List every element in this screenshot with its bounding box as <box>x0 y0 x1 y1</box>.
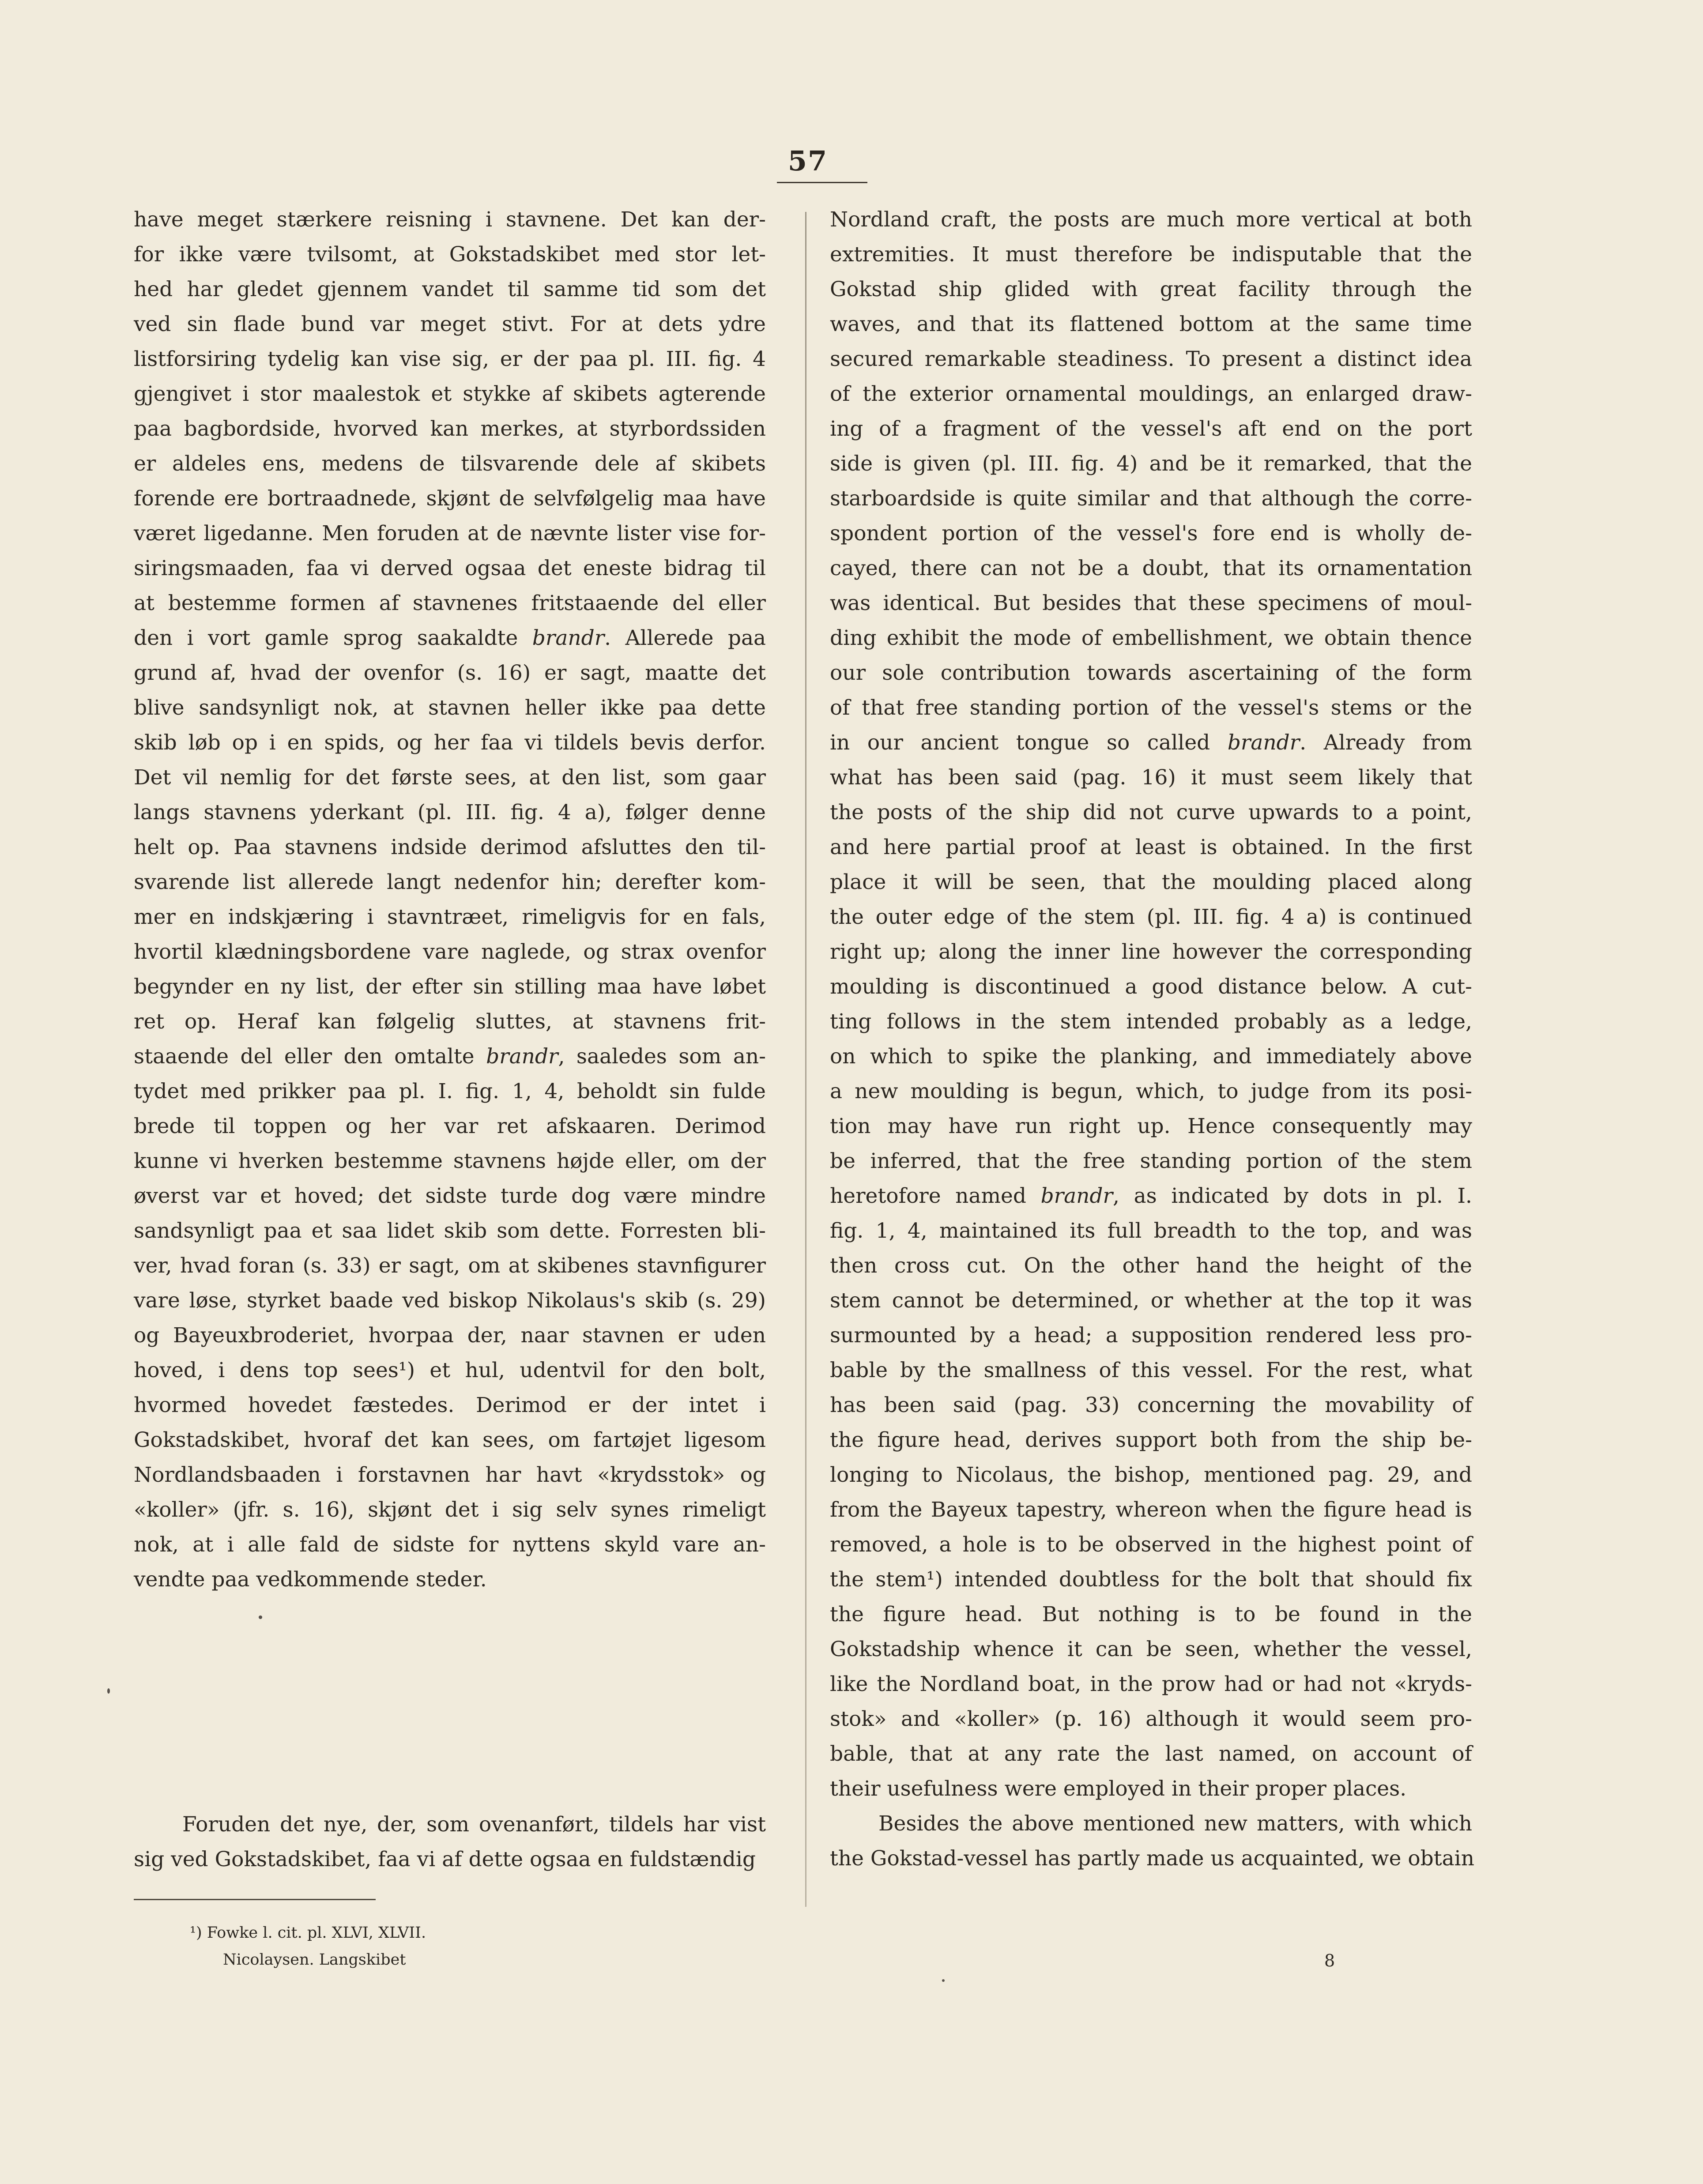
footnote-rule <box>134 1899 376 1900</box>
text-line: stem cannot be determined, or whether at the top it was <box>830 1288 1472 1313</box>
text-line: siringsmaaden, faa vi derved ogsaa det eneste bidrag til <box>134 556 766 580</box>
text-line: gjengivet i stor maalestok et stykke af skibets agterende <box>134 382 766 406</box>
text-line: Gokstad ship glided with great facility through the <box>830 277 1472 301</box>
page-number-rule <box>777 182 867 183</box>
text-line: bable, that at any rate the last named, on account of <box>830 1742 1472 1766</box>
text-line: paa bagbordside, hvorved kan merkes, at styrbordssiden <box>134 417 766 441</box>
text-line: brede til toppen og her var ret afskaaren. Derimod <box>134 1114 766 1138</box>
text-line: hvortil klædningsbordene vare naglede, og strax ovenfor <box>134 940 766 964</box>
text-line: our sole contribution towards ascertaining of the form <box>830 661 1472 685</box>
signature-line: Nicolaysen. Langskibet <box>223 1951 406 1969</box>
text-line: helt op. Paa stavnens indside derimod afsluttes den til- <box>134 835 766 859</box>
text-line: have meget stærkere reisning i stavnene. Det kan der- <box>134 207 766 232</box>
text-line: was identical. But besides that these specimens of moul- <box>830 591 1472 615</box>
text-line: cayed, there can not be a doubt, that its ornamentation <box>830 556 1472 580</box>
text-line: fig. 1, 4, maintained its full breadth to the top, and was <box>830 1219 1472 1243</box>
text-line: ing of a fragment of the vessel's aft end on the port <box>830 417 1472 441</box>
text-line: for ikke være tvilsomt, at Gokstadskibet med stor let- <box>134 242 766 267</box>
text-line: vendte paa vedkommende steder. <box>134 1567 487 1592</box>
text-line: blive sandsynligt nok, at stavnen heller ikke paa dette <box>134 696 766 720</box>
text-line: ret op. Heraf kan følgelig sluttes, at stavnens frit- <box>134 1009 766 1034</box>
text-line: sandsynligt paa et saa lidet skib som dette. Forresten bli- <box>134 1219 766 1243</box>
right-paragraph-2 <box>830 1806 1472 1876</box>
text-line: stok» and «koller» (p. 16) although it would seem pro- <box>830 1707 1472 1731</box>
text-line: side is given (pl. III. fig. 4) and be it remarked, that the <box>830 452 1472 476</box>
text-line: og Bayeuxbroderiet, hvorpaa der, naar stavnen er uden <box>134 1323 766 1348</box>
text-line: Nordlandsbaaden i forstavnen har havt «krydsstok» og <box>134 1463 766 1487</box>
text-line: er aldeles ens, medens de tilsvarende dele af skibets <box>134 452 766 476</box>
text-line: begynder en ny list, der efter sin stilling maa have løbet <box>134 975 766 999</box>
text-line: of the exterior ornamental mouldings, an enlarged draw- <box>830 382 1472 406</box>
text-line: ved sin flade bund var meget stivt. For at dets ydre <box>134 312 766 336</box>
text-line: skib løb op i en spids, og her faa vi tildels bevis derfor. <box>134 731 766 755</box>
text-line: den i vort gamle sprog saakaldte brandr. Allerede paa <box>134 626 766 650</box>
text-line: sig ved Gokstadskibet, faa vi af dette ogsaa en fuldstændig <box>134 1847 756 1871</box>
text-line: Nordland craft, the posts are much more vertical at both <box>830 207 1472 232</box>
text-line: of that free standing portion of the vessel's stems or the <box>830 696 1472 720</box>
text-line: right up; along the inner line however the corresponding <box>830 940 1472 964</box>
footnote: ¹) Fowke l. cit. pl. XLVI, XLVII. <box>190 1924 426 1942</box>
text-line: Foruden det nye, der, som ovenanført, tildels har vist <box>182 1812 766 1837</box>
text-line: the figure head, derives support both from the ship be- <box>830 1428 1472 1452</box>
text-line: tydet med prikker paa pl. I. fig. 1, 4, beholdt sin fulde <box>134 1079 766 1103</box>
text-line: moulding is discontinued a good distance below. A cut- <box>830 975 1472 999</box>
signature-number: 8 <box>1324 1951 1335 1970</box>
left-column-norwegian <box>134 202 766 1597</box>
text-line: surmounted by a head; a supposition rendered less pro- <box>830 1323 1472 1348</box>
text-line: mer en indskjæring i stavntræet, rimeligvis for en fals, <box>134 905 766 929</box>
column-divider <box>805 212 806 1907</box>
text-line: extremities. It must therefore be indisputable that the <box>830 242 1472 267</box>
text-line: the Gokstad-vessel has partly made us acquainted, we obtain <box>830 1846 1474 1871</box>
page-number: 57 <box>787 145 828 177</box>
text-line: forende ere bortraadnede, skjønt de selvfølgelig maa have <box>134 486 766 511</box>
text-line: ver, hvad foran (s. 33) er sagt, om at skibenes stavnfigurer <box>134 1254 766 1278</box>
text-line: place it will be seen, that the moulding placed along <box>830 870 1472 894</box>
text-line: hoved, i dens top sees¹) et hul, udentvil for den bolt, <box>134 1358 766 1382</box>
text-line: grund af, hvad der ovenfor (s. 16) er sagt, maatte det <box>134 661 766 685</box>
text-line: in our ancient tongue so called brandr. Already from <box>830 731 1472 755</box>
text-line: removed, a hole is to be observed in the highest point of <box>830 1533 1472 1557</box>
ink-speck <box>942 1979 945 1982</box>
text-line: from the Bayeux tapestry, whereon when the figure head is <box>830 1498 1472 1522</box>
text-line: tion may have run right up. Hence consequently may <box>830 1114 1472 1138</box>
text-line: like the Nordland boat, in the prow had or had not «kryds- <box>830 1672 1472 1696</box>
right-column-english <box>830 202 1472 1876</box>
text-line: nok, at i alle fald de sidste for nyttens skyld vare an- <box>134 1533 766 1557</box>
text-line: Gokstadskibet, hvoraf det kan sees, om fartøjet ligesom <box>134 1428 766 1452</box>
text-line: what has been said (pag. 16) it must seem likely that <box>830 765 1472 790</box>
text-line: hvormed hovedet fæstedes. Derimod er der intet i <box>134 1393 766 1417</box>
ink-speck <box>107 1688 110 1694</box>
text-line: langs stavnens yderkant (pl. III. fig. 4 a), følger denne <box>134 800 766 825</box>
text-line: the stem¹) intended doubtless for the bolt that should fix <box>830 1567 1472 1592</box>
text-line: the outer edge of the stem (pl. III. fig. 4 a) is continued <box>830 905 1472 929</box>
text-line: Det vil nemlig for det første sees, at den list, som gaar <box>134 765 766 790</box>
text-line: Besides the above mentioned new matters, with which <box>878 1811 1472 1836</box>
right-paragraph-1 <box>830 202 1472 1806</box>
text-line: has been said (pag. 33) concerning the movability of <box>830 1393 1472 1417</box>
text-line: vare løse, styrket baade ved biskop Nikolaus's skib (s. 29) <box>134 1288 766 1313</box>
text-line: «koller» (jfr. s. 16), skjønt det i sig selv synes rimeligt <box>134 1498 766 1522</box>
text-line: secured remarkable steadiness. To present a distinct idea <box>830 347 1472 371</box>
text-line: the posts of the ship did not curve upwards to a point, <box>830 800 1472 825</box>
text-line: været ligedanne. Men foruden at de nævnte lister vise for- <box>134 521 766 546</box>
text-line: listforsiring tydelig kan vise sig, er der paa pl. III. fig. 4 <box>134 347 766 371</box>
text-line: starboardside is quite similar and that although the corre- <box>830 486 1472 511</box>
text-line: longing to Nicolaus, the bishop, mentioned pag. 29, and <box>830 1463 1472 1487</box>
text-line: waves, and that its flattened bottom at the same time <box>830 312 1472 336</box>
text-line: heretofore named brandr, as indicated by dots in pl. I. <box>830 1184 1473 1208</box>
ink-speck <box>259 1615 262 1619</box>
text-line: and here partial proof at least is obtained. In the first <box>830 835 1472 859</box>
text-line: on which to spike the planking, and immediately above <box>830 1044 1472 1069</box>
text-line: bable by the smallness of this vessel. For the rest, what <box>830 1358 1472 1382</box>
text-line: Gokstadship whence it can be seen, whether the vessel, <box>830 1637 1472 1661</box>
text-line: be inferred, that the free standing portion of the stem <box>830 1149 1472 1173</box>
text-line: øverst var et hoved; det sidste turde dog være mindre <box>134 1184 766 1208</box>
text-line: hed har gledet gjennem vandet til samme tid som det <box>134 277 766 301</box>
text-line: svarende list allerede langt nedenfor hin; derefter kom- <box>134 870 766 894</box>
text-line: their usefulness were employed in their proper places. <box>830 1777 1407 1801</box>
text-line: staaende del eller den omtalte brandr, saaledes som an- <box>134 1044 766 1069</box>
text-line: ding exhibit the mode of embellishment, we obtain thence <box>830 626 1472 650</box>
text-line: then cross cut. On the other hand the height of the <box>830 1254 1472 1278</box>
text-line: ting follows in the stem intended probably as a ledge, <box>830 1009 1472 1034</box>
text-line: a new moulding is begun, which, to judge from its posi- <box>830 1079 1472 1103</box>
text-line: the figure head. But nothing is to be found in the <box>830 1602 1472 1627</box>
text-line: spondent portion of the vessel's fore end is wholly de- <box>830 521 1472 546</box>
left-paragraph-2 <box>134 1807 766 1877</box>
text-line: at bestemme formen af stavnenes fritstaaende del eller <box>134 591 766 615</box>
text-line: kunne vi hverken bestemme stavnens højde eller, om der <box>134 1149 766 1173</box>
